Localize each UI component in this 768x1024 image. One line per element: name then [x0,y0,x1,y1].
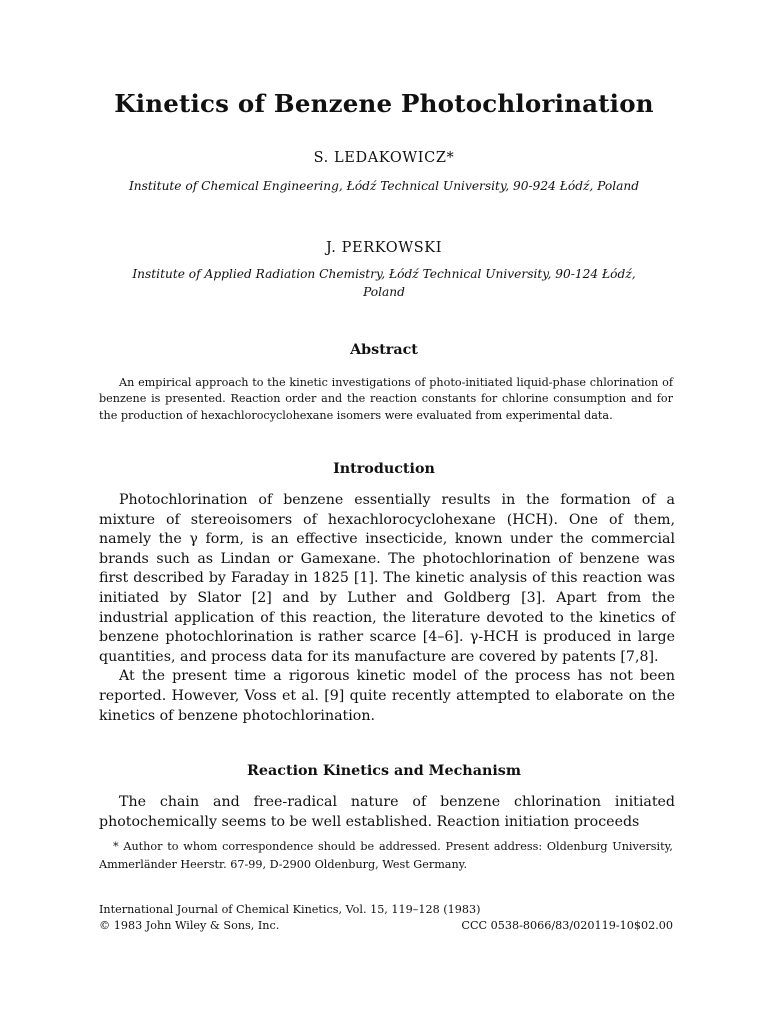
affiliation-line: Institute of Chemical Engineering, Łódź Technical University, 90-924 Łódź, Poland [128,179,640,193]
kinetics-body [99,793,675,832]
author-name-1: S. LEDAKOWICZ* [313,150,455,166]
affiliation-line: Poland [363,285,405,299]
abstract-text: An empirical approach to the kinetic investigations of photo-initiated liquid-phase chlorination of benzene is presented. Reaction order and the reaction constants for chlorine consumption and for the production of hexachlorocyclohexane isomers were evaluated from experimental data. [99,376,673,422]
journal-copyright: © 1983 John Wiley & Sons, Inc. [99,918,280,932]
paper-title: Kinetics of Benzene Photochlorination [114,89,654,118]
journal-info [99,902,673,933]
kinetics-paragraph-1: The chain and free-radical nature of benzene chlorination initiated photochemically seems to be well established. Reaction initiation proceeds [99,794,675,830]
kinetics-heading: Reaction Kinetics and Mechanism [247,763,521,779]
affiliation-line: Institute of Applied Radiation Chemistry, Łódź Technical University, 90-124 Łódź, [132,267,636,281]
introduction-heading: Introduction [333,461,435,477]
abstract-heading: Abstract [350,342,418,358]
journal-citation: International Journal of Chemical Kinetics, Vol. 15, 119–128 (1983) [99,903,481,916]
author-footnote: * Author to whom correspondence should be addressed. Present address: Oldenburg University, Ammerländer Heerstr. 67-99, D-2900 Oldenburg, West Germany. [99,840,673,871]
author-affiliation-1 [110,177,658,195]
author-name-2: J. PERKOWSKI [325,240,443,256]
journal-row [99,918,673,934]
introduction-body [99,491,675,726]
introduction-paragraph-1: Photochlorination of benzene essentially results in the formation of a mixture of stereoisomers of hexachlorocyclohexane (HCH). One of them, namely the γ form, is an effective insecticide, known under the commercial brands such as Lindan or Gamexane. The photochlorination of benzene was first described by Faraday in 1825 [1]. The kinetic analysis of this reaction was initiated by Slator [2] and by Luther and Goldberg [3]. Apart from the industrial application of this reaction, the literature devoted to the kinetics of benzene photochlorination is rather scarce [4–6]. γ-HCH is produced in large quantities, and process data for its manufacture are covered by patents [7,8]. [99,492,675,665]
journal-code: CCC 0538-8066/83/020119-10$02.00 [461,918,673,932]
author-affiliation-2 [110,265,658,301]
introduction-paragraph-2: At the present time a rigorous kinetic model of the process has not been reported. However, Voss et al. [9] quite recently attempted to elaborate on the kinetics of benzene photochlorination. [99,668,675,724]
